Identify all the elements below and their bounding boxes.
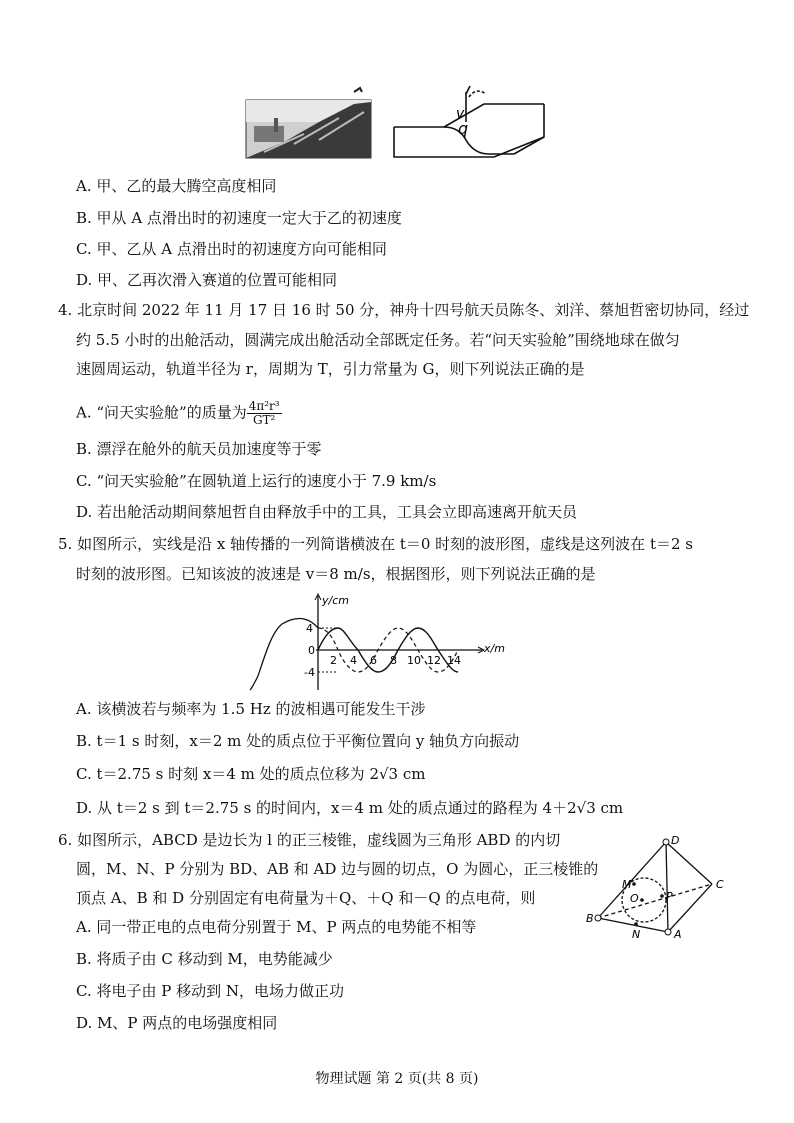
y-tick-0: 0 — [308, 644, 315, 657]
q3-option-c: C. 甲、乙从 A 点滑出时的初速度方向可能相同 — [76, 240, 387, 258]
y-tick-neg4: -4 — [304, 666, 315, 679]
point-m-label: M — [622, 878, 632, 891]
q5-option-b: B. t＝1 s 时刻，x＝2 m 处的质点位于平衡位置向 y 轴负方向振动 — [76, 732, 520, 750]
q6-option-c: C. 将电子由 P 移动到 N，电场力做正功 — [76, 982, 345, 1000]
q4-option-c: C. “问天实验舱”在圆轨道上运行的速度小于 7.9 km/s — [76, 472, 437, 490]
x-tick-14: 14 — [447, 654, 461, 667]
x-tick-4: 4 — [350, 654, 357, 667]
q6-option-d: D. M、P 两点的电场强度相同 — [76, 1014, 278, 1032]
x-tick-6: 6 — [370, 654, 377, 667]
skate-ramp-figure — [244, 82, 554, 162]
photo-halfpipe — [246, 88, 371, 158]
wave-graph-svg — [236, 592, 506, 692]
q4-option-a-text: A. “问天实验舱”的质量为 — [76, 403, 247, 422]
q4-stem-line1: 4. 北京时间 2022 年 11 月 17 日 16 时 50 分，神舟十四号航天员陈冬、刘洋、蔡旭哲密切协同，经过 — [58, 301, 750, 319]
q5-option-a: A. 该横波若与频率为 1.5 Hz 的波相遇可能发生干涉 — [76, 700, 426, 718]
point-n-label: N — [632, 928, 641, 941]
vertex-c-label: C — [716, 878, 724, 891]
vertex-b-label: B — [586, 912, 594, 925]
vertex-a-label: A — [674, 928, 682, 941]
center-o-label: O — [630, 892, 639, 905]
y-tick-4: 4 — [306, 622, 313, 635]
q6-stem-line1: 6. 如图所示，ABCD 是边长为 l 的正三棱锥，虚线圆为三角形 ABD 的内切 — [58, 831, 561, 849]
q4-stem-line3: 速圆周运动，轨道半径为 r，周期为 T，引力常量为 G，则下列说法正确的是 — [76, 360, 585, 378]
q5-option-d: D. 从 t＝2 s 到 t＝2.75 s 的时间内，x＝4 m 处的质点通过的路程为 4＋2√3 cm — [76, 799, 624, 817]
q6-option-b: B. 将质子由 C 移动到 M，电势能减少 — [76, 950, 333, 968]
q4-option-d: D. 若出舱活动期间蔡旭哲自由释放手中的工具，工具会立即高速离开航天员 — [76, 503, 578, 521]
q3-option-b: B. 甲从 A 点滑出时的初速度一定大于乙的初速度 — [76, 209, 402, 227]
q4-stem-line2: 约 5.5 小时的出舱活动，圆满完成出舱活动全部既定任务。若“问天实验舱”围绕地球在做匀 — [76, 331, 680, 349]
x-tick-12: 12 — [427, 654, 441, 667]
q4-option-b: B. 漂浮在舱外的航天员加速度等于零 — [76, 440, 322, 458]
page-footer: 物理试题 第 2 页(共 8 页) — [315, 1071, 479, 1087]
q5-option-c: C. t＝2.75 s 时刻 x＝4 m 处的质点位移为 2√3 cm — [76, 765, 426, 783]
q6-option-a: A. 同一带正电的点电荷分别置于 M、P 两点的电势能不相等 — [76, 918, 477, 936]
halfpipe-diagram — [394, 86, 544, 157]
tetrahedron-svg — [586, 834, 736, 944]
fraction-denominator: GT² — [252, 413, 276, 427]
x-axis-label: x/m — [484, 642, 505, 655]
wave-graph — [236, 592, 506, 692]
q6-stem-line3: 顶点 A、B 和 D 分别固定有电荷量为＋Q、＋Q 和－Q 的点电荷，则 — [76, 889, 536, 907]
x-tick-2: 2 — [330, 654, 337, 667]
q-label: q — [458, 119, 469, 138]
fraction-numerator: 4π²r³ — [248, 399, 280, 413]
top-figures — [244, 82, 554, 162]
mass-fraction — [247, 400, 282, 427]
q3-option-a: A. 甲、乙的最大腾空高度相同 — [76, 177, 277, 195]
q4-option-a — [76, 400, 282, 427]
q3-option-d: D. 甲、乙再次滑入赛道的位置可能相同 — [76, 271, 338, 289]
point-p-label: P — [666, 890, 673, 903]
vertex-d-label: D — [671, 834, 680, 847]
q6-stem-line2: 圆，M、N、P 分别为 BD、AB 和 AD 边与圆的切点，O 为圆心，正三棱锥的 — [76, 860, 599, 878]
q5-stem-line2: 时刻的波形图。已知该波的波速是 v＝8 m/s，根据图形，则下列说法正确的是 — [76, 565, 596, 583]
velocity-label: v — [456, 106, 465, 122]
x-tick-8: 8 — [390, 654, 397, 667]
tetrahedron-figure — [586, 834, 736, 944]
y-axis-label: y/cm — [322, 594, 349, 607]
x-tick-10: 10 — [407, 654, 421, 667]
q5-stem-line1: 5. 如图所示，实线是沿 x 轴传播的一列简谐横波在 t＝0 时刻的波形图，虚线是这列波在 t＝2 s — [58, 535, 693, 553]
